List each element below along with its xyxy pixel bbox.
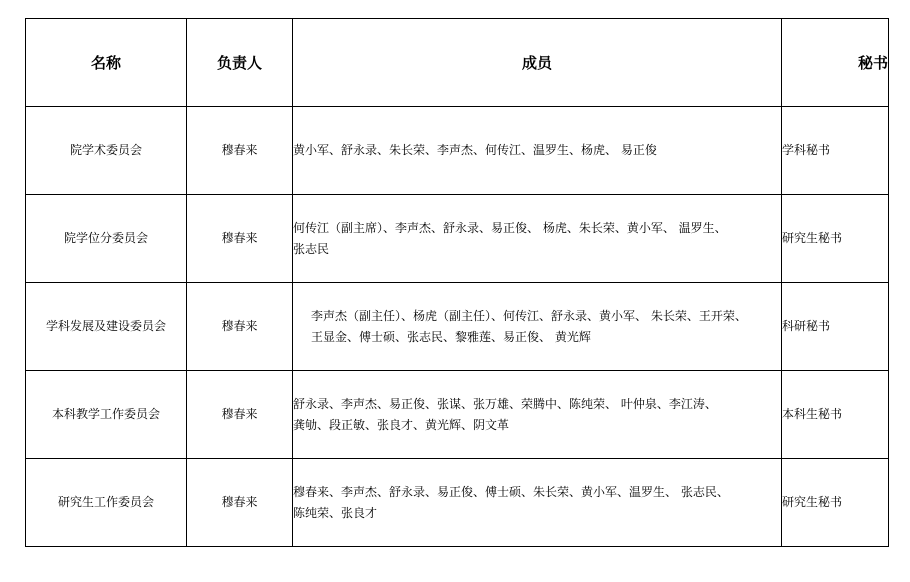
members-line: 王显金、傅士硕、张志民、黎雅莲、易正俊、 黄光辉 <box>311 329 591 344</box>
committee-name: 本科教学工作委员会 <box>26 371 187 459</box>
committee-leader: 穆春来 <box>187 107 293 195</box>
committee-leader: 穆春来 <box>187 283 293 371</box>
table-row <box>26 283 889 371</box>
committee-name: 院学位分委员会 <box>26 195 187 283</box>
members-line: 何传江（副主席）、李声杰、舒永录、易正俊、 杨虎、朱长荣、黄小军、 温罗生、 <box>293 220 727 235</box>
members-line: 张志民 <box>293 241 330 256</box>
members-line: 李声杰（副主任）、杨虎（副主任）、何传江、舒永录、黄小军、 朱长荣、王开荣、 <box>311 308 747 323</box>
table-row <box>26 107 889 195</box>
members-line: 黄小军、舒永录、朱长荣、李声杰、何传江、温罗生、杨虎、 易正俊 <box>293 143 657 157</box>
members-line: 穆春来、李声杰、舒永录、易正俊、傅士硕、朱长荣、黄小军、温罗生、 张志民、 <box>293 484 729 499</box>
members-line: 龚劬、段正敏、张良才、黄光辉、阴文革 <box>293 417 510 432</box>
committee-members <box>293 195 782 283</box>
committee-table <box>25 18 889 547</box>
committee-leader: 穆春来 <box>187 459 293 547</box>
committee-secretary: 学科秘书 <box>782 107 889 195</box>
members-line: 舒永录、李声杰、易正俊、张谋、张万雄、荣腾中、陈纯荣、 叶仲泉、李江涛、 <box>293 396 717 411</box>
header-leader: 负责人 <box>187 19 293 107</box>
committee-secretary: 研究生秘书 <box>782 195 889 283</box>
table-row <box>26 459 889 547</box>
committee-name: 研究生工作委员会 <box>26 459 187 547</box>
table-row <box>26 371 889 459</box>
committee-members <box>293 371 782 459</box>
committee-secretary: 本科生秘书 <box>782 371 889 459</box>
committee-name: 院学术委员会 <box>26 107 187 195</box>
header-members: 成员 <box>293 19 782 107</box>
committee-name: 学科发展及建设委员会 <box>26 283 187 371</box>
committee-leader: 穆春来 <box>187 371 293 459</box>
members-line: 陈纯荣、张良才 <box>293 505 378 520</box>
header-secretary: 秘书 <box>782 19 889 107</box>
committee-leader: 穆春来 <box>187 195 293 283</box>
committee-members <box>293 107 782 195</box>
table-row <box>26 195 889 283</box>
committee-secretary: 研究生秘书 <box>782 459 889 547</box>
committee-members <box>293 459 782 547</box>
header-name: 名称 <box>26 19 187 107</box>
table-header-row <box>26 19 889 107</box>
committee-members <box>293 283 782 371</box>
committee-secretary: 科研秘书 <box>782 283 889 371</box>
